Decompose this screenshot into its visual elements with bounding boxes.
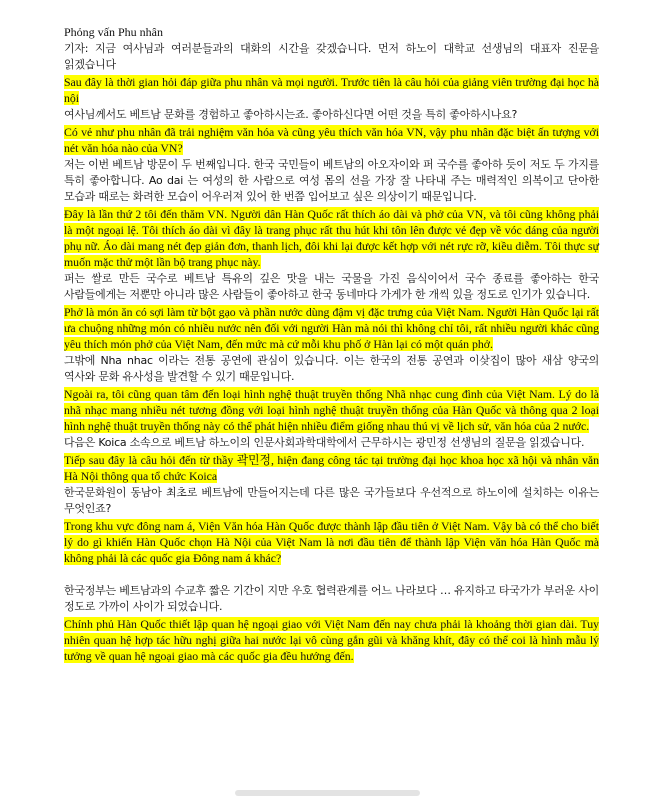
paragraph-vietnamese-highlighted <box>64 386 599 434</box>
page-scroll-indicator[interactable] <box>235 790 420 796</box>
paragraph-text: Có vẻ như phu nhân đã trải nghiệm văn hóa và cũng yêu thích văn hóa VN, vậy phu nhân đặc biệt ấn tượng với nét văn hóa nào của VN? <box>64 125 599 155</box>
paragraph-vietnamese-highlighted <box>64 124 599 156</box>
blank-line <box>64 567 599 583</box>
paragraph-korean <box>64 271 599 303</box>
paragraph-text: 한국정부는 베트남과의 수교후 짧은 기간이 지만 우호 협력관계를 어느 나라보다 … 유지하고 타국가가 부러운 사이 정도로 가까이 사이가 되었습니다. <box>64 584 599 613</box>
paragraph-text: Sau đây là thời gian hỏi đáp giữa phu nhân và mọi người. Trước tiên là câu hỏi của giảng viên trường đại học hà nội <box>64 75 599 105</box>
document-body <box>64 41 599 664</box>
paragraph-korean <box>64 41 599 73</box>
paragraph-vietnamese-highlighted <box>64 304 599 352</box>
paragraph-korean <box>64 435 599 451</box>
paragraph-text: Trong khu vực đông nam á, Viện Văn hóa Hàn Quốc được thành lập đầu tiên ở Việt Nam. Vậy bà có thể cho biết lý do gì khiến Hàn Quốc chọn Hà Nội của Việt Nam là nơi đầu tiên để thành lập Viện văn hóa Hàn Quốc mà không phải là các quốc gia Đông nam á khác? <box>64 519 599 565</box>
paragraph-text: 한국문화원이 동남아 최초로 베트남에 만들어지는데 다른 많은 국가들보다 우선적으로 하노이에 설치하는 이유는 무엇인죠? <box>64 486 599 515</box>
document-title: Phỏng vấn Phu nhân <box>64 25 163 39</box>
paragraph-korean <box>64 157 599 205</box>
paragraph-vietnamese-highlighted <box>64 452 599 484</box>
paragraph-korean <box>64 107 599 123</box>
paragraph-text: Phở là món ăn có sợi làm từ bột gạo và phần nước dùng đậm vị đặc trưng của Việt Nam. Người Hàn Quốc lại rất ưa chuộng những món có nhiều nước nên đối với người Hàn mà nói thì không chỉ tôi, rất nhiều người khác cũng yêu thích món phở của Việt Nam, đến mức mà cứ mỗi khu phố ở Hàn lại có một quán phở. <box>64 305 599 351</box>
document-page <box>64 24 599 665</box>
paragraph-vietnamese-highlighted <box>64 616 599 664</box>
paragraph-text: 기자: 지금 여사님과 여러분들과의 대화의 시간을 갖겠습니다. 먼저 하노이 대학교 선생님의 대표자 진문을 읽겠습니다 <box>64 42 599 71</box>
paragraph-text: 퍼는 쌀로 만든 국수로 베트남 특유의 깊은 맛을 내는 국물을 가진 음식이어서 국수 종료를 좋아하는 한국 사람들에게는 저뿐만 아니라 많은 사람들이 좋아하고 한국 동네마다 가게가 한 개씩 있을 정도로 인기가 있습니다. <box>64 272 599 301</box>
paragraph-vietnamese-highlighted <box>64 206 599 270</box>
paragraph-text: 여사님께서도 베트남 문화를 경험하고 좋아하시는죠. 좋아하신다면 어떤 것을 특히 좋아하시나요? <box>64 108 518 121</box>
paragraph-text: Tiếp sau đây là câu hỏi đến từ thầy 곽민정, hiện đang công tác tại trường đại học khoa học xã hội và nhân văn Hà Nội thông qua tổ chức Koica <box>64 453 599 483</box>
paragraph-text: 저는 이번 베트남 방문이 두 번째입니다. 한국 국민들이 베트남의 아오자이와 퍼 국수를 좋아하 듯이 저도 두 가지를 특히 좋아합니다. Ao dai 는 여성의 한 사람으로 여성 몸의 선을 가장 잘 나타내 주는 매력적인 의복이고 단아한 모습과 때로는 화려한 모습이 어우러져 있어 한 번쯤 입어보고 싶은 의상이기 때문입니다. <box>64 158 599 203</box>
paragraph-text: Ngoài ra, tôi cũng quan tâm đến loại hình nghệ thuật truyền thống Nhã nhạc cung đình của Việt Nam. Lý do là nhã nhạc mang nhiều nét tương đồng với loại hình nghệ thuật truyền thống của Hàn Quốc và thông qua 2 loại hình nghệ thuật truyền thống này có thể phát hiện nhiều điểm giống nhau thú vị về lịch sử, văn hóa của 2 nước. <box>64 387 599 433</box>
paragraph-korean <box>64 583 599 615</box>
paragraph-vietnamese-highlighted <box>64 74 599 106</box>
paragraph-vietnamese-highlighted <box>64 518 599 566</box>
paragraph-text: 그밖에 Nha nhac 이라는 전통 공연에 관심이 있습니다. 이는 한국의 전통 공연과 이샂집이 많아 새삼 양국의 역사와 문화 유사성을 발견할 수 있기 때문입니다. <box>64 354 599 383</box>
paragraph-text: 다음은 Koica 소속으로 베트남 하노이의 인문사회과학대학에서 근무하시는 광민정 선생님의 질문을 읽겠습니다. <box>64 436 585 449</box>
paragraph-korean <box>64 353 599 385</box>
paragraph-text: Đây là lần thứ 2 tôi đến thăm VN. Người dân Hàn Quốc rất thích áo dài và phở của VN, và tôi cũng không phải là một ngoại lệ. Tôi thích áo dài vì đây là trang phục rất thu hút khi tôn lên được vẻ đẹp về vóc dáng của người phụ nữ. Áo dài mang nét đẹp giản đơn, thanh lịch, đôi khi lại được kết hợp với nét rực rỡ, kiều diễm. Tôi thực sự muốn mặc thử một lần bộ trang phục này. <box>64 207 599 269</box>
paragraph-text: Chính phủ Hàn Quốc thiết lập quan hệ ngoại giao với Việt Nam đến nay chưa phải là khoảng thời gian dài. Tuy nhiên quan hệ hợp tác hữu nghị giữa hai nước lại vô cùng gắn gũi và khăng khít, đây có thể coi là hình mẫu lý tưởng về quan hệ ngoại giao mà các quốc gia đều hướng đến. <box>64 617 599 663</box>
paragraph-korean <box>64 485 599 517</box>
